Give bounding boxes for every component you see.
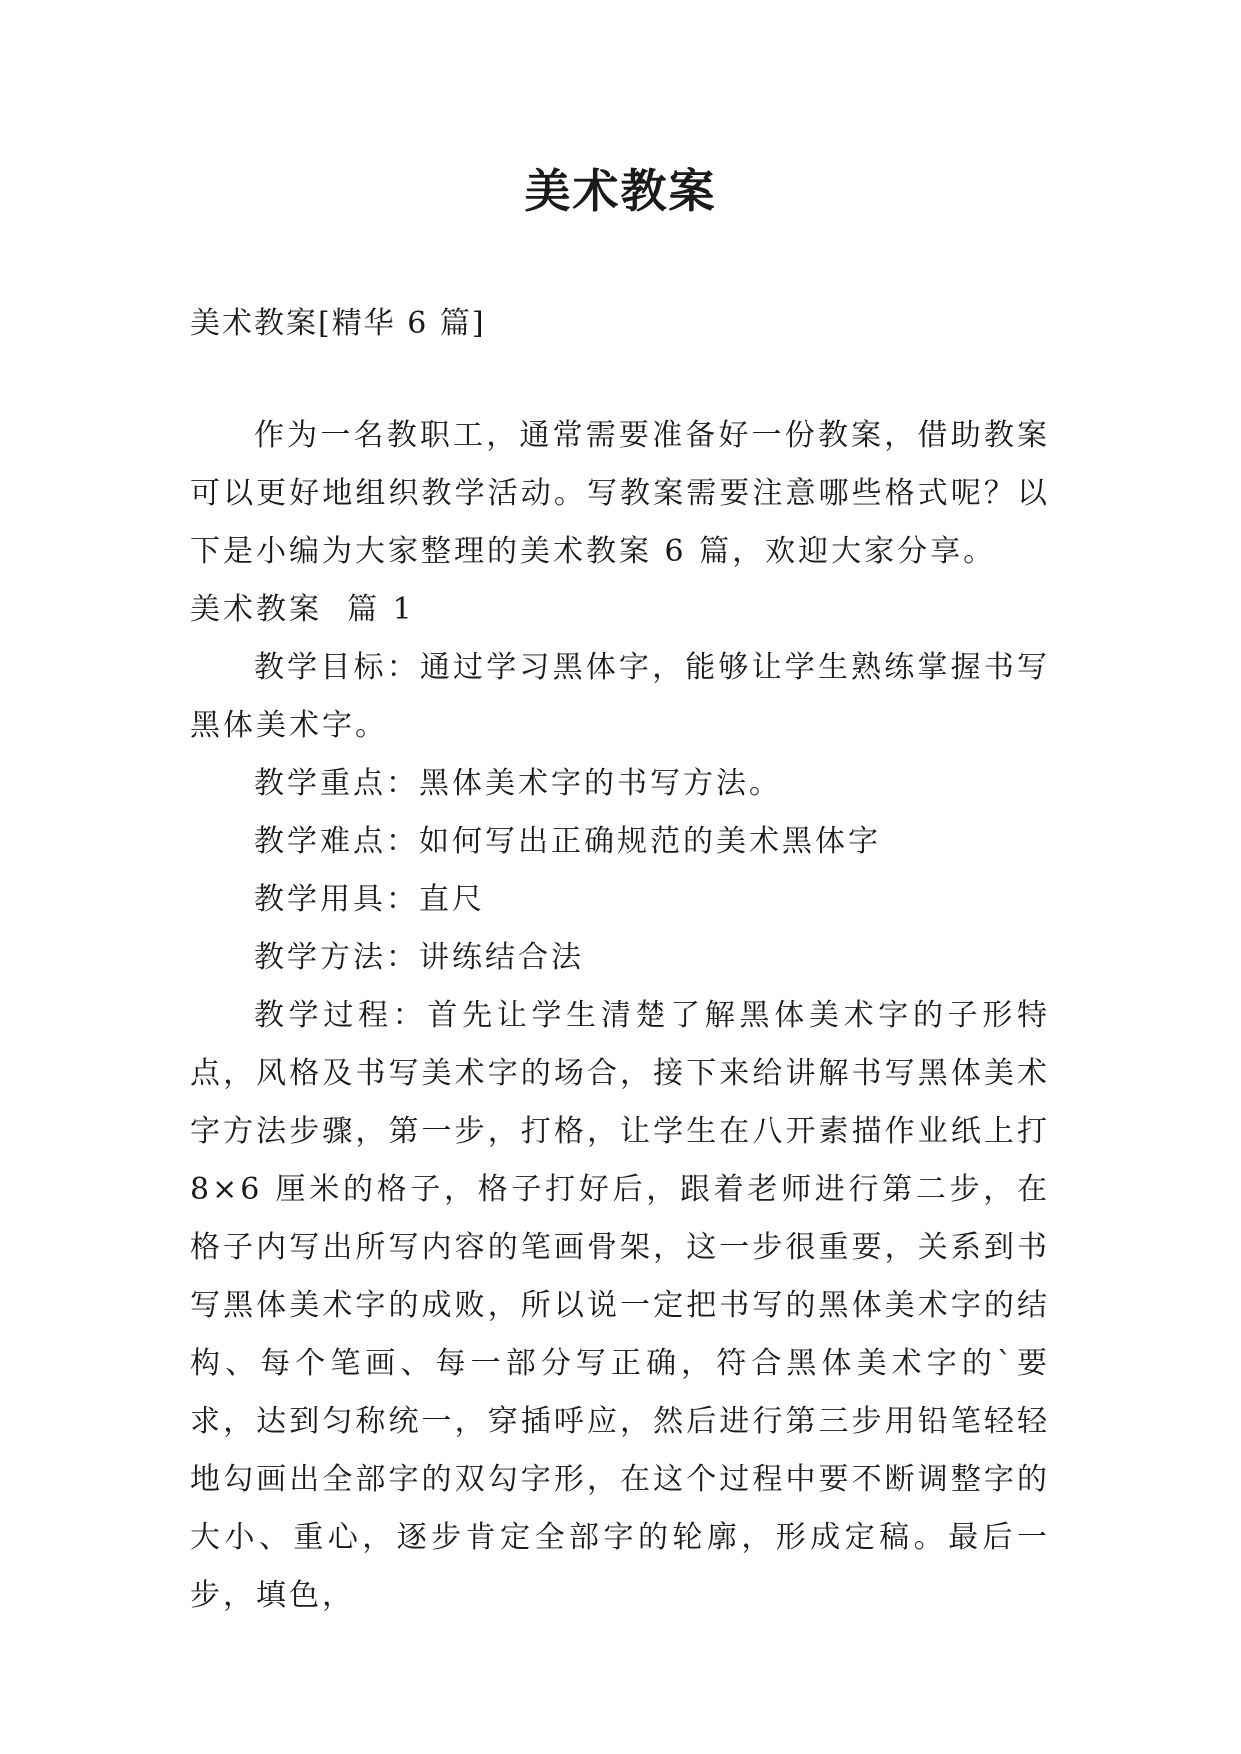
paragraph-objective: 教学目标：通过学习黑体字，能够让学生熟练掌握书写黑体美术字。 bbox=[190, 650, 1050, 743]
section-heading: 美术教案 篇 1 bbox=[190, 592, 415, 627]
document-body bbox=[190, 407, 1050, 1625]
paragraph-method: 教学方法：讲练结合法 bbox=[254, 940, 584, 975]
paragraph-key-point: 教学重点：黑体美术字的书写方法。 bbox=[254, 766, 782, 801]
paragraph-tools: 教学用具：直尺 bbox=[254, 882, 485, 917]
document-subtitle: 美术教案[精华 6 篇] bbox=[190, 306, 486, 341]
paragraph-difficulty: 教学难点：如何写出正确规范的美术黑体字 bbox=[254, 824, 881, 859]
intro-paragraph: 作为一名教职工，通常需要准备好一份教案，借助教案可以更好地组织教学活动。写教案需要注意哪些格式呢？以下是小编为大家整理的美术教案 6 篇，欢迎大家分享。 bbox=[190, 418, 1050, 569]
paragraph-process: 教学过程：首先让学生清楚了解黑体美术字的子形特点，风格及书写美术字的场合，接下来给讲解书写黑体美术字方法步骤，第一步，打格，让学生在八开素描作业纸上打 8×6 厘米的格子，格子打好后，跟着老师进行第二步，在格子内写出所写内容的笔画骨架，这一步很重要，关系到书写黑体美术字的成败，所以说一定把书写的黑体美术字的结构、每个笔画、每一部分写正确，符合黑体美术字的`要求，达到匀称统一，穿插呼应，然后进行第三步用铅笔轻轻地勾画出全部字的双勾字形，在这个过程中要不断调整字的大小、重心，逐步肯定全部字的轮廓，形成定稿。最后一步，填色， bbox=[190, 998, 1050, 1613]
document-title: 美术教案 bbox=[524, 164, 717, 218]
